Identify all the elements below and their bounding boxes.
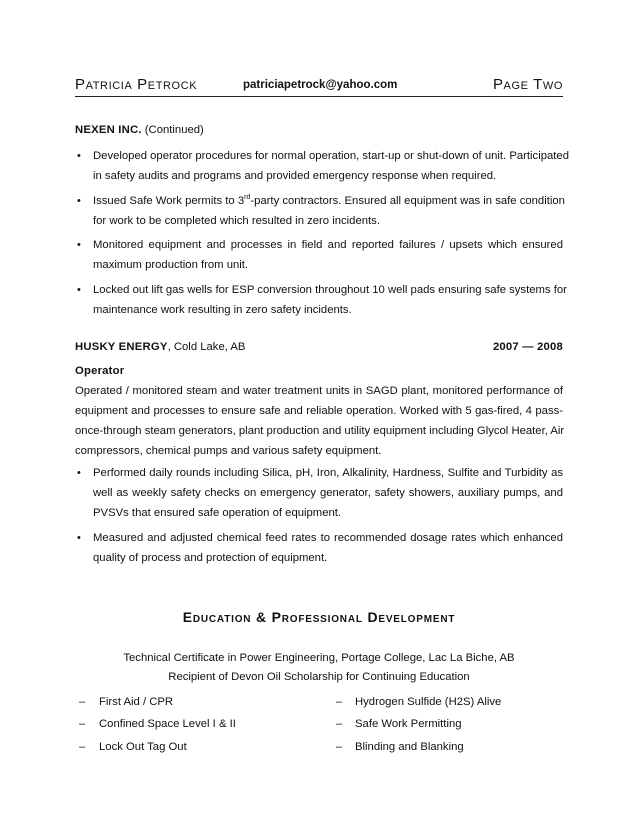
husky-heading bbox=[75, 337, 245, 358]
husky-summary-line-1: Operated / monitored steam and water treatment units in SAGD plant, monitored performance of bbox=[75, 385, 563, 397]
husky-location: , Cold Lake, AB bbox=[167, 341, 246, 353]
header-email[interactable]: patriciapetrock@yahoo.com bbox=[243, 79, 398, 91]
nexen-bullet-3-line-2: maximum production from unit. bbox=[93, 259, 249, 271]
header-rule bbox=[75, 96, 563, 97]
page-header bbox=[75, 76, 563, 96]
bullet-symbol: • bbox=[77, 284, 81, 296]
nexen-heading bbox=[75, 120, 204, 141]
husky-summary-line-2: equipment and processes to ensure safe and reliable operation. Worked with 5 gas-fired, 4 pass- bbox=[75, 405, 563, 417]
dash-marker: – bbox=[79, 741, 86, 753]
training-item: First Aid / CPR bbox=[99, 696, 174, 708]
dash-marker: – bbox=[336, 718, 343, 730]
training-item: Safe Work Permitting bbox=[355, 718, 462, 730]
nexen-bullet-4-line-1: Locked out lift gas wells for ESP conversion throughout 10 well pads ensuring safe systems for bbox=[93, 284, 567, 296]
bullet-symbol: • bbox=[77, 467, 81, 479]
husky-dates: 2007 — 2008 bbox=[492, 341, 563, 353]
husky-bullet-1-line-2: well as weekly safety checks on emergency generator, safety showers, auxiliary pumps, and bbox=[93, 487, 563, 499]
education-scholarship: Recipient of Devon Oil Scholarship for Continuing Education bbox=[168, 671, 470, 683]
training-item: Confined Space Level I & II bbox=[99, 718, 236, 730]
husky-bullet-2-line-1: Measured and adjusted chemical feed rates to recommended dosage rates which enhanced bbox=[93, 532, 563, 544]
nexen-bullet-1-line-1: Developed operator procedures for normal operation, start-up or shut-down of unit. Participated bbox=[93, 150, 569, 162]
husky-summary-line-3: once-through steam generators, plant production and utility equipment including Glycol Heater, Air bbox=[75, 425, 565, 437]
dash-marker: – bbox=[336, 696, 343, 708]
ordinal-suffix: rd bbox=[244, 194, 251, 201]
bullet-symbol: • bbox=[77, 150, 81, 162]
husky-bullet-1-line-1: Performed daily rounds including Silica, pH, Iron, Alkalinity, Hardness, Sulfite and Turbidity as bbox=[93, 467, 563, 479]
husky-company: HUSKY ENERGY bbox=[75, 341, 168, 353]
training-item: Lock Out Tag Out bbox=[99, 741, 187, 753]
nexen-continued: (Continued) bbox=[141, 124, 204, 136]
bullet-symbol: • bbox=[77, 195, 81, 207]
husky-summary-line-4: compressors, chemical pumps and various safety equipment. bbox=[75, 445, 382, 457]
nexen-bullet-3-line-1: Monitored equipment and processes in field and reported failures / upsets which ensured bbox=[93, 239, 563, 251]
dash-marker: – bbox=[79, 718, 86, 730]
husky-bullet-2-line-2: quality of process and protection of equipment. bbox=[93, 552, 328, 564]
nexen-bullet-4-line-2: maintenance work resulting in zero safety incidents. bbox=[93, 304, 352, 316]
nexen-bullet-2-line-1 bbox=[93, 191, 563, 212]
nexen-bullet-1-line-2: in safety audits and programs and provided emergency response when required. bbox=[93, 170, 497, 182]
training-item: Hydrogen Sulfide (H2S) Alive bbox=[355, 696, 502, 708]
nexen-bullet-2-text-b: -party contractors. Ensured all equipment was in safe condition bbox=[250, 195, 565, 207]
husky-role: Operator bbox=[75, 365, 125, 377]
bullet-symbol: • bbox=[77, 532, 81, 544]
dash-marker: – bbox=[336, 741, 343, 753]
nexen-company: NEXEN INC. bbox=[75, 124, 142, 136]
header-page-label: Page Two bbox=[492, 76, 563, 93]
dash-marker: – bbox=[79, 696, 86, 708]
nexen-bullet-2-text-a: Issued Safe Work permits to 3 bbox=[93, 195, 245, 207]
nexen-bullet-2-line-2: for work to be completed which resulted in zero incidents. bbox=[93, 215, 380, 227]
education-heading: Education & Professional Development bbox=[182, 609, 456, 625]
education-certificate: Technical Certificate in Power Engineering, Portage College, Lac La Biche, AB bbox=[123, 652, 515, 664]
husky-bullet-1-line-3: PVSVs that ensured safe operation of equipment. bbox=[93, 507, 342, 519]
bullet-symbol: • bbox=[77, 239, 81, 251]
training-item: Blinding and Blanking bbox=[355, 741, 464, 753]
header-name: Patricia Petrock bbox=[75, 76, 198, 93]
